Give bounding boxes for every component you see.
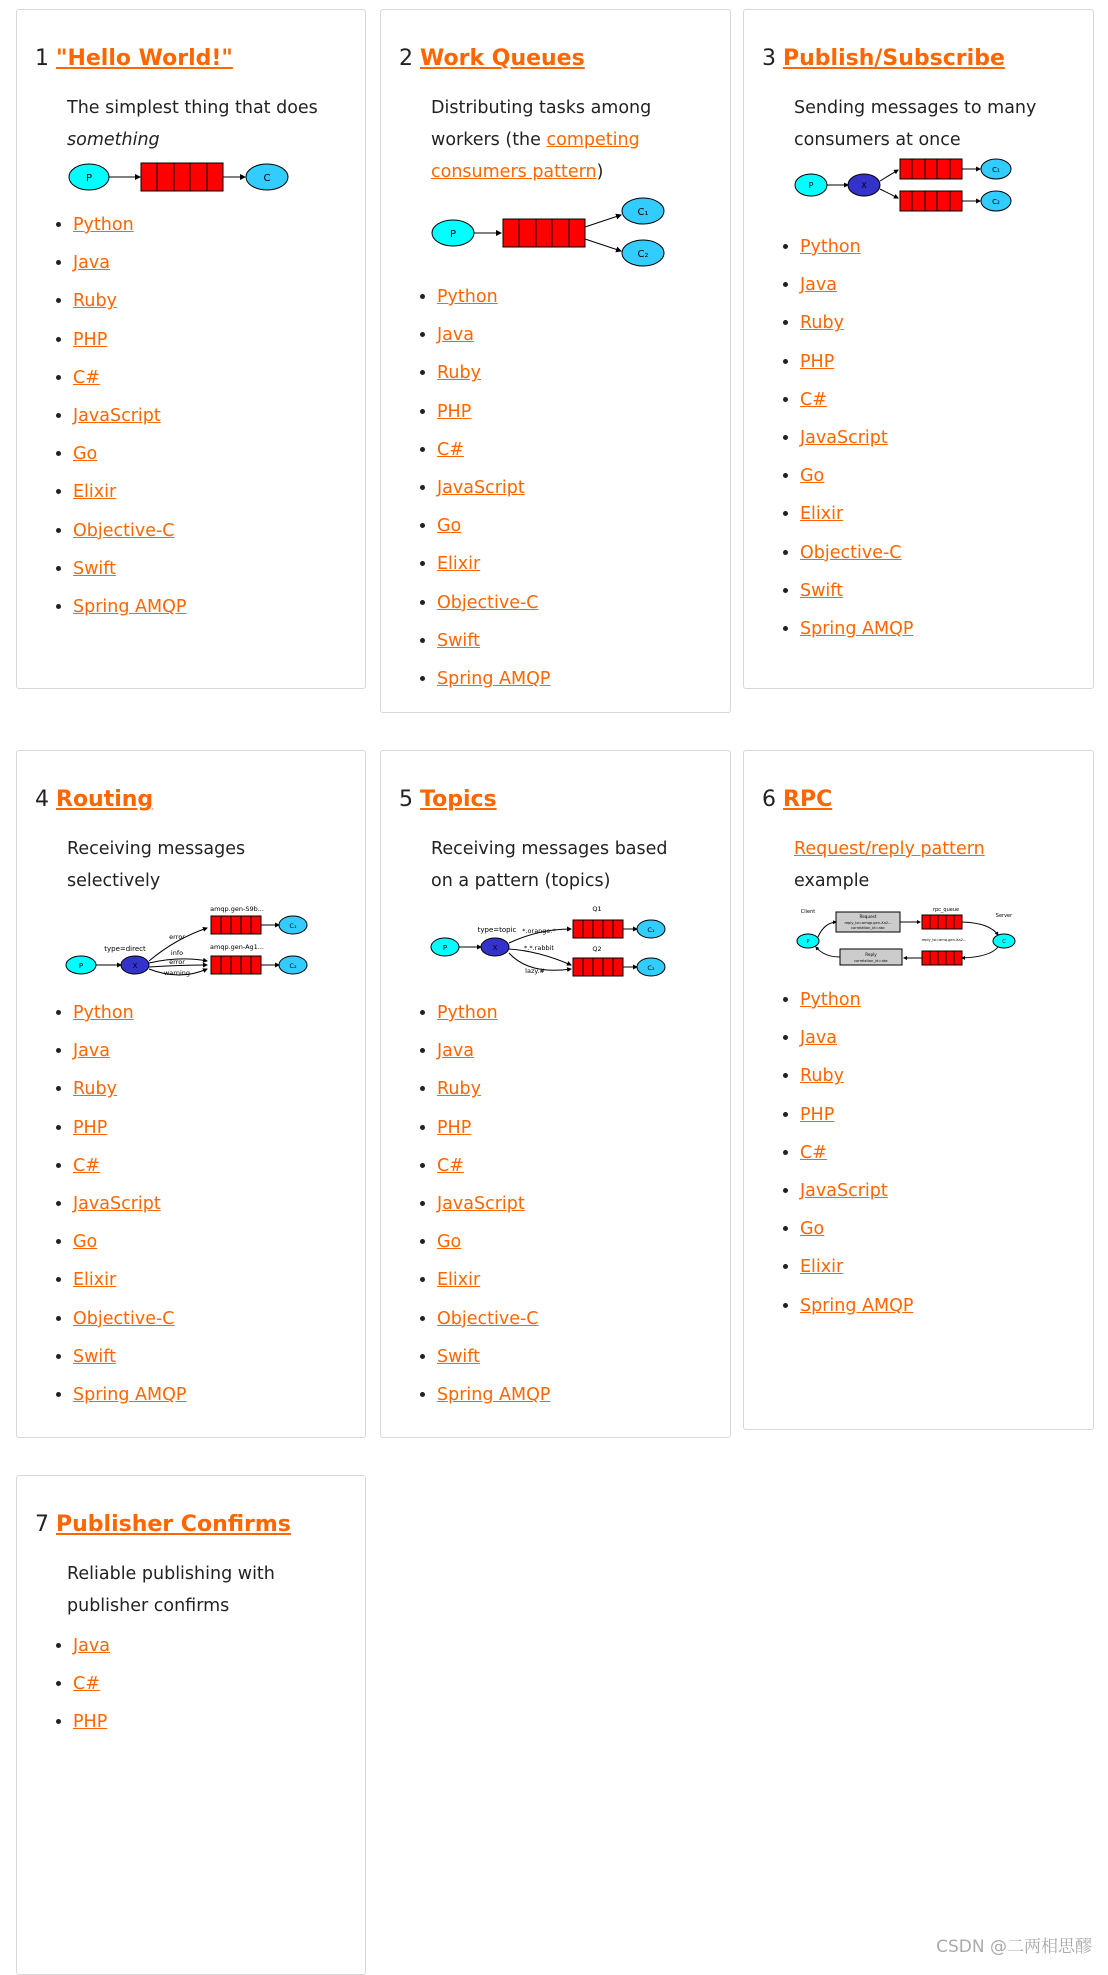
topics-diagram bbox=[429, 901, 669, 987]
list-item bbox=[437, 469, 550, 507]
lang-link-php[interactable]: PHP bbox=[800, 1104, 835, 1125]
list-item bbox=[800, 610, 913, 648]
tutorial-description: Receiving messages selectively bbox=[67, 839, 246, 891]
tutorial-title: 5 Topics bbox=[399, 787, 497, 812]
list-item bbox=[73, 994, 186, 1032]
list-item bbox=[800, 381, 913, 419]
lang-link-elixir[interactable]: Elixir bbox=[73, 482, 117, 503]
svg-text:reply_to=amq.gen-Xa2...: reply_to=amq.gen-Xa2... bbox=[921, 938, 967, 942]
language-list bbox=[401, 994, 550, 1414]
lang-link-spring-amqp[interactable]: Spring AMQP bbox=[437, 668, 551, 689]
tutorial-card-3 bbox=[743, 9, 1094, 689]
lang-link-php[interactable]: PHP bbox=[437, 401, 472, 422]
lang-link-spring-amqp[interactable]: Spring AMQP bbox=[437, 1384, 551, 1405]
lang-link-swift[interactable]: Swift bbox=[73, 558, 116, 579]
list-item bbox=[437, 431, 550, 469]
lang-link-python[interactable]: Python bbox=[800, 990, 861, 1010]
lang-link-javascript[interactable]: JavaScript bbox=[73, 405, 161, 426]
svg-text:C: C bbox=[263, 173, 271, 184]
lang-link-java[interactable]: Java bbox=[437, 1041, 474, 1062]
tutorial-link-work-queues[interactable]: Work Queues bbox=[420, 46, 585, 71]
lang-link-php[interactable]: PHP bbox=[73, 1712, 108, 1733]
lang-link-spring-amqp[interactable]: Spring AMQP bbox=[800, 618, 914, 639]
lang-link-go[interactable]: Go bbox=[800, 1219, 825, 1240]
svg-text:P: P bbox=[449, 229, 457, 240]
list-item bbox=[437, 1223, 550, 1261]
list-item bbox=[800, 457, 913, 495]
tutorial-card-5 bbox=[380, 750, 731, 1438]
lang-link-javascript[interactable]: JavaScript bbox=[800, 427, 888, 448]
list-item bbox=[800, 572, 913, 610]
lang-link-csharp[interactable]: C# bbox=[437, 1155, 464, 1176]
list-item bbox=[73, 1147, 186, 1185]
lang-link-java[interactable]: Java bbox=[800, 1028, 837, 1049]
lang-link-java[interactable]: Java bbox=[73, 253, 110, 274]
tutorial-description: Sending messages to many consumers at once bbox=[794, 98, 1037, 150]
lang-link-python[interactable]: Python bbox=[73, 215, 134, 235]
svg-text:P: P bbox=[808, 181, 814, 190]
list-item bbox=[800, 343, 913, 381]
tutorial-card-4 bbox=[16, 750, 366, 1438]
lang-link-csharp[interactable]: C# bbox=[800, 1142, 827, 1163]
list-item bbox=[800, 495, 913, 533]
language-list bbox=[37, 994, 186, 1414]
lang-link-java[interactable]: Java bbox=[73, 1041, 110, 1062]
list-item bbox=[73, 1627, 110, 1665]
svg-text:type=direct: type=direct bbox=[104, 945, 146, 953]
list-item bbox=[800, 419, 913, 457]
svg-text:C₁: C₁ bbox=[637, 207, 649, 218]
tutorial-description: The simplest thing that does something bbox=[67, 98, 318, 150]
rpc-diagram bbox=[794, 903, 1020, 969]
list-item bbox=[73, 588, 186, 626]
lang-link-python[interactable]: Python bbox=[800, 237, 861, 257]
lang-link-elixir[interactable]: Elixir bbox=[437, 1270, 481, 1291]
list-item bbox=[73, 1703, 110, 1741]
list-item bbox=[437, 1109, 550, 1147]
svg-text:Q1: Q1 bbox=[592, 905, 602, 913]
lang-link-objective-c[interactable]: Objective-C bbox=[437, 592, 539, 613]
lang-link-ruby[interactable]: Ruby bbox=[800, 1066, 844, 1087]
language-list bbox=[764, 228, 913, 648]
lang-link-spring-amqp[interactable]: Spring AMQP bbox=[800, 1295, 914, 1316]
list-item bbox=[73, 244, 186, 282]
svg-text:C₁: C₁ bbox=[647, 926, 655, 934]
svg-text:warning: warning bbox=[163, 969, 191, 977]
list-item bbox=[73, 512, 186, 550]
list-item bbox=[437, 354, 550, 392]
list-item bbox=[800, 1134, 913, 1172]
tutorial-card-2 bbox=[380, 9, 731, 713]
svg-text:C₂: C₂ bbox=[992, 198, 1000, 206]
hello-world-diagram bbox=[67, 157, 307, 197]
list-item bbox=[73, 321, 186, 359]
lang-link-ruby[interactable]: Ruby bbox=[437, 363, 481, 384]
tutorial-description: Distributing tasks among workers (the competing consumers pattern) bbox=[431, 98, 652, 182]
tutorial-link-rpc[interactable]: RPC bbox=[783, 787, 833, 812]
watermark: CSDN @二两相思醪 bbox=[936, 1937, 1092, 1957]
list-item bbox=[73, 359, 186, 397]
list-item bbox=[437, 1185, 550, 1223]
svg-text:amqp.gen-Ag1...: amqp.gen-Ag1... bbox=[210, 943, 264, 951]
list-item bbox=[73, 1665, 110, 1703]
lang-link-swift[interactable]: Swift bbox=[73, 1346, 116, 1367]
svg-text:C₂: C₂ bbox=[637, 249, 649, 260]
svg-text:*.*.rabbit: *.*.rabbit bbox=[524, 944, 554, 952]
lang-link-spring-amqp[interactable]: Spring AMQP bbox=[73, 1384, 187, 1405]
svg-text:C₂: C₂ bbox=[289, 962, 297, 970]
language-list bbox=[37, 1627, 110, 1742]
list-item bbox=[73, 1261, 186, 1299]
svg-text:lazy.#: lazy.# bbox=[525, 967, 545, 975]
svg-text:info: info bbox=[170, 949, 184, 957]
list-item bbox=[73, 1185, 186, 1223]
list-item bbox=[800, 266, 913, 304]
tutorial-link-hello-world[interactable]: "Hello World!" bbox=[56, 46, 233, 71]
list-item bbox=[800, 1248, 913, 1286]
tutorial-title: 3 Publish/Subscribe bbox=[762, 46, 1005, 71]
lang-link-csharp[interactable]: C# bbox=[800, 389, 827, 410]
lang-link-objective-c[interactable]: Objective-C bbox=[73, 1308, 175, 1329]
list-item bbox=[437, 316, 550, 354]
lang-link-elixir[interactable]: Elixir bbox=[73, 1270, 117, 1291]
tutorial-title: 2 Work Queues bbox=[399, 46, 585, 71]
list-item bbox=[73, 550, 186, 588]
svg-text:P: P bbox=[85, 173, 93, 184]
lang-link-javascript[interactable]: JavaScript bbox=[437, 1193, 525, 1214]
list-item bbox=[800, 228, 913, 266]
svg-text:C₂: C₂ bbox=[647, 964, 655, 972]
list-item bbox=[73, 1070, 186, 1108]
list-item bbox=[800, 1210, 913, 1248]
lang-link-swift[interactable]: Swift bbox=[437, 1346, 480, 1367]
list-item bbox=[73, 1376, 186, 1414]
list-item bbox=[73, 1338, 186, 1376]
lang-link-java[interactable]: Java bbox=[800, 275, 837, 296]
list-item bbox=[437, 660, 550, 698]
svg-text:P: P bbox=[806, 939, 810, 945]
lang-link-csharp[interactable]: C# bbox=[73, 1155, 100, 1176]
list-item bbox=[437, 507, 550, 545]
lang-link-go[interactable]: Go bbox=[800, 466, 825, 487]
svg-text:Server: Server bbox=[995, 913, 1013, 919]
lang-link-elixir[interactable]: Elixir bbox=[800, 504, 844, 525]
routing-diagram bbox=[65, 901, 313, 987]
list-item bbox=[800, 1287, 913, 1325]
lang-link-javascript[interactable]: JavaScript bbox=[73, 1193, 161, 1214]
list-item bbox=[437, 1300, 550, 1338]
lang-link-ruby[interactable]: Ruby bbox=[800, 313, 844, 334]
svg-text:P: P bbox=[442, 944, 448, 952]
list-item bbox=[73, 1109, 186, 1147]
list-item bbox=[73, 1300, 186, 1338]
lang-link-ruby[interactable]: Ruby bbox=[437, 1079, 481, 1100]
list-item bbox=[437, 1376, 550, 1414]
svg-text:C₁: C₁ bbox=[289, 922, 297, 930]
svg-text:amqp.gen-S9b...: amqp.gen-S9b... bbox=[210, 905, 264, 913]
lang-link-csharp[interactable]: C# bbox=[73, 1674, 100, 1695]
svg-text:error: error bbox=[169, 933, 185, 941]
lang-link-go[interactable]: Go bbox=[437, 516, 462, 537]
tutorial-title: 6 RPC bbox=[762, 787, 833, 812]
lang-link-python[interactable]: Python bbox=[73, 1003, 134, 1023]
svg-text:X: X bbox=[492, 944, 498, 952]
svg-text:Reply: Reply bbox=[865, 952, 877, 957]
svg-text:C: C bbox=[1002, 939, 1006, 945]
work-queues-diagram bbox=[431, 189, 671, 269]
svg-text:X: X bbox=[861, 181, 867, 190]
list-item bbox=[800, 1172, 913, 1210]
language-list bbox=[37, 206, 186, 626]
lang-link-python[interactable]: Python bbox=[437, 1003, 498, 1023]
lang-link-java[interactable]: Java bbox=[73, 1636, 110, 1656]
list-item bbox=[73, 206, 186, 244]
lang-link-java[interactable]: Java bbox=[437, 325, 474, 346]
lang-link-python[interactable]: Python bbox=[437, 287, 498, 307]
list-item bbox=[437, 1032, 550, 1070]
lang-link-php[interactable]: PHP bbox=[800, 351, 835, 372]
svg-text:correlation_id=abc: correlation_id=abc bbox=[851, 926, 885, 930]
svg-text:rpc_queue: rpc_queue bbox=[932, 907, 960, 913]
lang-link-ruby[interactable]: Ruby bbox=[73, 1079, 117, 1100]
list-item bbox=[437, 584, 550, 622]
lang-link-php[interactable]: PHP bbox=[73, 329, 108, 350]
tutorial-title: 4 Routing bbox=[35, 787, 154, 812]
list-item bbox=[800, 981, 913, 1019]
list-item bbox=[73, 1032, 186, 1070]
tutorial-link-routing[interactable]: Routing bbox=[56, 787, 154, 812]
tutorial-card-1 bbox=[16, 9, 366, 689]
list-item bbox=[73, 435, 186, 473]
svg-text:Q2: Q2 bbox=[592, 945, 602, 953]
svg-text:Request: Request bbox=[859, 914, 877, 919]
lang-link-ruby[interactable]: Ruby bbox=[73, 291, 117, 312]
list-item bbox=[800, 304, 913, 342]
lang-link-go[interactable]: Go bbox=[73, 1232, 98, 1253]
tutorial-link-publisher-confirms[interactable]: Publisher Confirms bbox=[56, 1512, 291, 1537]
tutorial-description: Request/reply pattern example bbox=[794, 839, 985, 891]
tutorial-card-6 bbox=[743, 750, 1094, 1430]
lang-link-spring-amqp[interactable]: Spring AMQP bbox=[73, 596, 187, 617]
list-item bbox=[800, 1057, 913, 1095]
language-list bbox=[764, 981, 913, 1325]
svg-text:P: P bbox=[78, 962, 84, 970]
lang-link-objective-c[interactable]: Objective-C bbox=[800, 542, 902, 563]
tutorial-card-7 bbox=[16, 1475, 366, 1975]
publish-subscribe-diagram bbox=[794, 156, 1024, 218]
list-item bbox=[437, 1338, 550, 1376]
lang-link-javascript[interactable]: JavaScript bbox=[437, 477, 525, 498]
lang-link-csharp[interactable]: C# bbox=[437, 439, 464, 460]
tutorial-link-publish-subscribe[interactable]: Publish/Subscribe bbox=[783, 46, 1005, 71]
tutorial-link-topics[interactable]: Topics bbox=[420, 787, 497, 812]
list-item bbox=[437, 278, 550, 316]
lang-link-swift[interactable]: Swift bbox=[437, 630, 480, 651]
lang-link-csharp[interactable]: C# bbox=[73, 367, 100, 388]
svg-text:type=topic: type=topic bbox=[477, 926, 517, 934]
list-item bbox=[800, 1096, 913, 1134]
lang-link-objective-c[interactable]: Objective-C bbox=[73, 520, 175, 541]
list-item bbox=[73, 397, 186, 435]
list-item bbox=[800, 1019, 913, 1057]
lang-link-elixir[interactable]: Elixir bbox=[437, 554, 481, 575]
list-item bbox=[800, 534, 913, 572]
list-item bbox=[437, 545, 550, 583]
svg-text:C₁: C₁ bbox=[992, 166, 1000, 174]
tutorial-title: 1 "Hello World!" bbox=[35, 46, 233, 71]
tutorial-description: Receiving messages based on a pattern (topics) bbox=[431, 839, 668, 891]
lang-link-elixir[interactable]: Elixir bbox=[800, 1257, 844, 1278]
svg-text:correlation_id=abc: correlation_id=abc bbox=[854, 959, 888, 963]
tutorial-description: Reliable publishing with publisher confirms bbox=[67, 1564, 275, 1616]
lang-link-javascript[interactable]: JavaScript bbox=[800, 1180, 888, 1201]
list-item bbox=[437, 393, 550, 431]
lang-link-go[interactable]: Go bbox=[437, 1232, 462, 1253]
language-list bbox=[401, 278, 550, 698]
list-item bbox=[73, 1223, 186, 1261]
lang-link-go[interactable]: Go bbox=[73, 444, 98, 465]
list-item bbox=[73, 473, 186, 511]
lang-link-php[interactable]: PHP bbox=[73, 1117, 108, 1138]
tutorial-title: 7 Publisher Confirms bbox=[35, 1512, 291, 1537]
svg-text:X: X bbox=[132, 962, 138, 970]
list-item bbox=[437, 622, 550, 660]
list-item bbox=[73, 282, 186, 320]
competing-consumers-link[interactable]: competing consumers pattern bbox=[431, 130, 640, 182]
list-item bbox=[437, 1261, 550, 1299]
request-reply-pattern-link[interactable]: Request/reply pattern bbox=[794, 839, 985, 859]
lang-link-objective-c[interactable]: Objective-C bbox=[437, 1308, 539, 1329]
svg-text:Client: Client bbox=[800, 909, 816, 915]
svg-text:*.orange.*: *.orange.* bbox=[522, 927, 556, 935]
svg-text:reply_to=amqp.gen-Xa2...: reply_to=amqp.gen-Xa2... bbox=[844, 921, 892, 925]
list-item bbox=[437, 1147, 550, 1185]
lang-link-swift[interactable]: Swift bbox=[800, 580, 843, 601]
list-item bbox=[437, 1070, 550, 1108]
lang-link-php[interactable]: PHP bbox=[437, 1117, 472, 1138]
svg-text:error: error bbox=[169, 958, 185, 966]
list-item bbox=[437, 994, 550, 1032]
